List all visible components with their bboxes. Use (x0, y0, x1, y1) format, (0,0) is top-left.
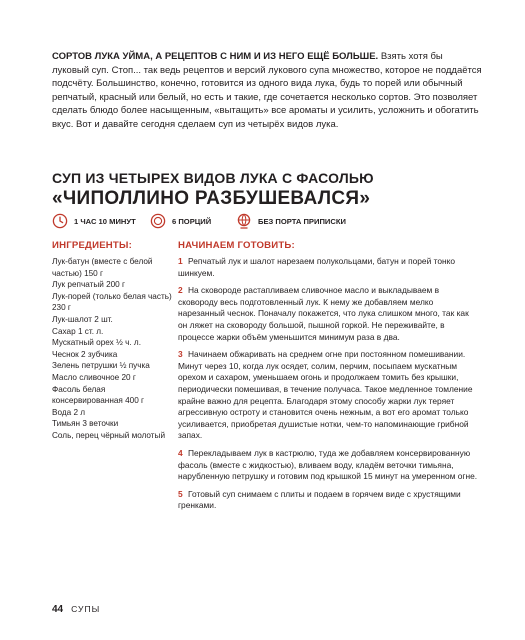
ingredient-item: Сахар 1 ст. л. (52, 326, 104, 336)
step-item (178, 285, 478, 343)
step-number: 3 (178, 349, 183, 360)
clock-icon (52, 213, 68, 229)
step-item (178, 489, 478, 512)
page-footer (52, 604, 100, 615)
step-number: 1 (178, 256, 183, 266)
intro-paragraph (52, 50, 482, 132)
step-item (178, 448, 478, 483)
intro-body: Взять хотя бы луковый суп. Стоп... так ведь рецептов и версий лукового супа множество, которое не поддаётся подсчёту. Большинство, конечно, готовится из одного вида лука, будь то порей или обычный репчатый, красный или белый, но есть и такие, где сочетается несколько сортов. Это позволяет сделать блюдо более насыщенным, «вытащить» все ароматы и усилить, усложнить и обогатить вкус. Вот и давайте сегодня сделаем суп из четырёх видов лука. (52, 51, 482, 130)
globe-icon (236, 213, 252, 229)
ingredients-list (52, 256, 174, 442)
ingredient-item: Фасоль белая консервированная 400 г (52, 384, 145, 406)
ingredient-item: Тимьян 3 веточки (52, 419, 119, 429)
plate-icon (150, 213, 166, 229)
step-text: Готовый суп снимаем с плиты и подаем в горячем виде с хрустящими гренками. (178, 488, 461, 511)
ingredient-item: Зелень петрушки ½ пучка (52, 361, 150, 371)
steps-heading: НАЧИНАЕМ ГОТОВИТЬ: (178, 240, 295, 251)
meta-portions-label: 6 ПОРЦИЙ (172, 216, 212, 226)
step-text: На сковороде растапливаем сливочное масло и выкладываем в сковороду весь подготовленный лук. К нему же добавляем мелко нарезанный чеснок. Поначалу покажется, что лука слишком много, так как он ляжет на сковороду большой, пышной горкой. Не переживайте, в процессе жарки объём уменьшится минимум разa в два. (178, 285, 469, 342)
step-text: Перекладываем лук в кастрюлю, туда же добавляем консервированную фасоль (вместе с жидкостью), вливаем воду, кладём веточки тимьяна, нарубленную петрушку и готовим под крышкой 15 минут на умеренном огне. (178, 447, 478, 482)
step-text: Репчатый лук и шалот нарезаем полукольцами, батун и порей тонко шинкуем. (178, 256, 456, 278)
ingredient-item: Лук-шалот 2 шт. (52, 314, 113, 324)
ingredients-heading: ИНГРЕДИЕНТЫ: (52, 240, 132, 251)
meta-portions (150, 212, 211, 230)
ingredient-item: Лук репчатый 200 г (52, 280, 125, 290)
meta-time-label: 1 ЧАС 10 МИНУТ (74, 216, 136, 226)
step-number: 4 (178, 447, 183, 458)
step-item (178, 256, 478, 279)
meta-port (236, 212, 346, 230)
ingredient-item: Соль, перец чёрный молотый (52, 430, 166, 440)
intro-lead: СОРТОВ ЛУКА УЙМА, А РЕЦЕПТОВ С НИМ И ИЗ НЕГО ЕЩЁ БОЛЬШЕ. (52, 51, 379, 62)
section-name: СУПЫ (71, 604, 101, 614)
ingredient-item: Вода 2 л (52, 407, 86, 417)
step-number: 2 (178, 285, 183, 296)
step-item (178, 349, 478, 442)
page-number: 44 (52, 604, 64, 615)
ingredient-item: Масло сливочное 20 г (52, 372, 136, 382)
steps-list (178, 256, 478, 518)
ingredient-item: Мускатный орех ½ ч. л. (52, 338, 141, 348)
recipe-kicker: СУП ИЗ ЧЕТЫРЕХ ВИДОВ ЛУКА С ФАСОЛЬЮ (52, 170, 374, 186)
step-text: Начинаем обжаривать на среднем огне при постоянном помешивании. Минут через 10, когда лук осядет, солим, перчим, посыпаем мускатным орехом и сахаром, уменьшаем огонь и продолжаем томить без крышки, периодически помешивая, в течение получаса. Такое медленное томление крайне важно для рецепта. Благодаря этому способу жарки лук теряет агрессивную остроту и становится очень нежным, а вот его аромат только усиливается, приобретая душистые нотки, чем-то напоминающие грибной запах. (178, 349, 473, 441)
recipe-title: «ЧИПОЛЛИНО РАЗБУШЕВАЛСЯ» (52, 188, 371, 209)
meta-port-label: БЕЗ ПОРТА ПРИПИСКИ (258, 216, 346, 226)
ingredient-item: Лук-порей (только белая часть) 230 г (52, 291, 172, 313)
step-number: 5 (178, 488, 183, 499)
meta-time (52, 212, 136, 230)
ingredient-item: Чеснок 2 зубчика (52, 349, 118, 359)
ingredient-item: Лук-батун (вместе с белой частью) 150 г (52, 257, 153, 278)
